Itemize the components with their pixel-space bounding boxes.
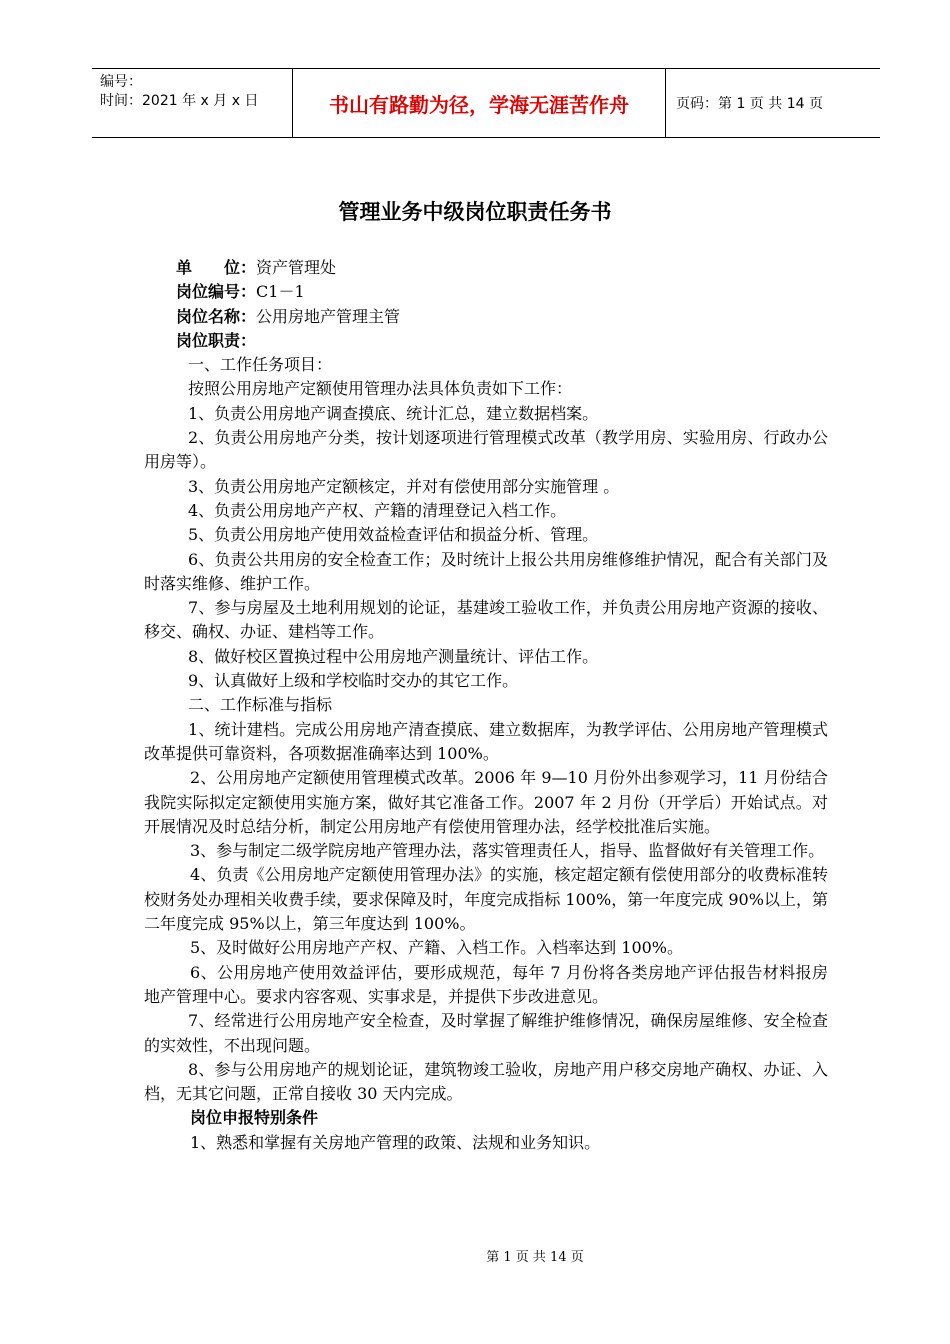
section3-heading: 岗位申报特别条件: [190, 1108, 319, 1128]
list-item: 1、统计建档。完成公用房地产清查摸底、建立数据库，为教学评估、公用房地产管理模式改革提供可靠资料，各项数据准确率达到 100%。: [144, 719, 828, 763]
name-value: 公用房地产管理主管: [256, 306, 401, 326]
unit-label: 单 位：: [176, 258, 257, 277]
list-item: 4、负责公用房地产产权、产籍的清理登记入档工作。: [188, 500, 567, 520]
unit-row: [144, 256, 828, 280]
unit-value: 资产管理处: [256, 258, 337, 277]
list-item: 3、负责公用房地产定额核定，并对有偿使用部分实施管理 。: [188, 476, 620, 496]
list-item: 5、及时做好公用房地产产权、产籍、入档工作。入档率达到 100%。: [190, 938, 684, 958]
list-item: 6、负责公共用房的安全检查工作；及时统计上报公共用房维修维护情况，配合有关部门及时落实维修、维护工作。: [144, 549, 828, 593]
code-value: C1－1: [256, 282, 305, 302]
document-body: [144, 256, 828, 1155]
page-header: [92, 68, 880, 138]
page-footer: 第 1 页 共 14 页: [486, 1250, 584, 1265]
list-item: 7、参与房屋及土地利用规划的论证，基建竣工验收工作，并负责公用房地产资源的接收、移交、确权、办证、建档等工作。: [144, 598, 828, 642]
list-item: 4、负责《公用房地产定额使用管理办法》的实施，核定超定额有偿使用部分的收费标准转校财务处办理相关收费手续，要求保障及时，年度完成指标 100%，第一年度完成 90%以上，第二年度完成 95%以上，第三年度达到 100%。: [144, 865, 828, 934]
motto: 书山有路勤为径，学海无涯苦作舟: [292, 69, 666, 137]
header-meta: [92, 69, 292, 137]
number-label: 编号：: [100, 74, 142, 90]
name-row: [144, 305, 828, 329]
name-label: 岗位名称：: [176, 306, 257, 326]
section1-intro: 按照公用房地产定额使用管理办法具体负责如下工作：: [188, 379, 573, 399]
code-row: [144, 280, 828, 304]
section2-heading: 二、工作标准与指标: [188, 695, 333, 715]
list-item: 2、公用房地产定额使用管理模式改革。2006 年 9—10 月份外出参观学习，11 月份结合我院实际拟定定额使用实施方案，做好其它准备工作。2007 年 2 月份（开学后）开始试点。对开展情况及时总结分析，制定公用房地产有偿使用管理办法，经学校批准后实施。: [144, 768, 828, 836]
list-item: 9、认真做好上级和学校临时交办的其它工作。: [188, 671, 519, 691]
document-title: 管理业务中级岗位职责任务书: [338, 200, 612, 224]
list-item: 1、熟悉和掌握有关房地产管理的政策、法规和业务知识。: [190, 1132, 601, 1152]
page-indicator: 页码：第 1 页 共 14 页: [676, 96, 823, 112]
time-label: 时间：2021 年 x 月 x 日: [100, 93, 259, 109]
list-item: 1、负责公用房地产调查摸底、统计汇总，建立数据档案。: [188, 403, 599, 423]
section1-heading: 一、工作任务项目：: [188, 355, 333, 375]
list-item: 8、做好校区置换过程中公用房地产测量统计、评估工作。: [188, 646, 599, 666]
code-label: 岗位编号：: [176, 282, 257, 302]
list-item: 6、公用房地产使用效益评估，要形成规范，每年 7 月份将各类房地产评估报告材料报房地产管理中心。要求内容客观、实事求是，并提供下步改进意见。: [144, 962, 828, 1006]
duty-label: 岗位职责：: [176, 330, 257, 350]
list-item: 8、参与公用房地产的规划论证，建筑物竣工验收，房地产用户移交房地产确权、办证、入档，无其它问题，正常自接收 30 天内完成。: [144, 1059, 828, 1104]
list-item: 3、参与制定二级学院房地产管理办法，落实管理责任人，指导、监督做好有关管理工作。: [190, 841, 825, 861]
list-item: 2、负责公用房地产分类，按计划逐项进行管理模式改革（教学用房、实验用房、行政办公用房等）。: [144, 428, 828, 472]
list-item: 5、负责公用房地产使用效益检查评估和损益分析、管理。: [188, 525, 599, 545]
list-item: 7、经常进行公用房地产安全检查，及时掌握了解维护维修情况，确保房屋维修、安全检查的实效性，不出现问题。: [144, 1011, 828, 1055]
